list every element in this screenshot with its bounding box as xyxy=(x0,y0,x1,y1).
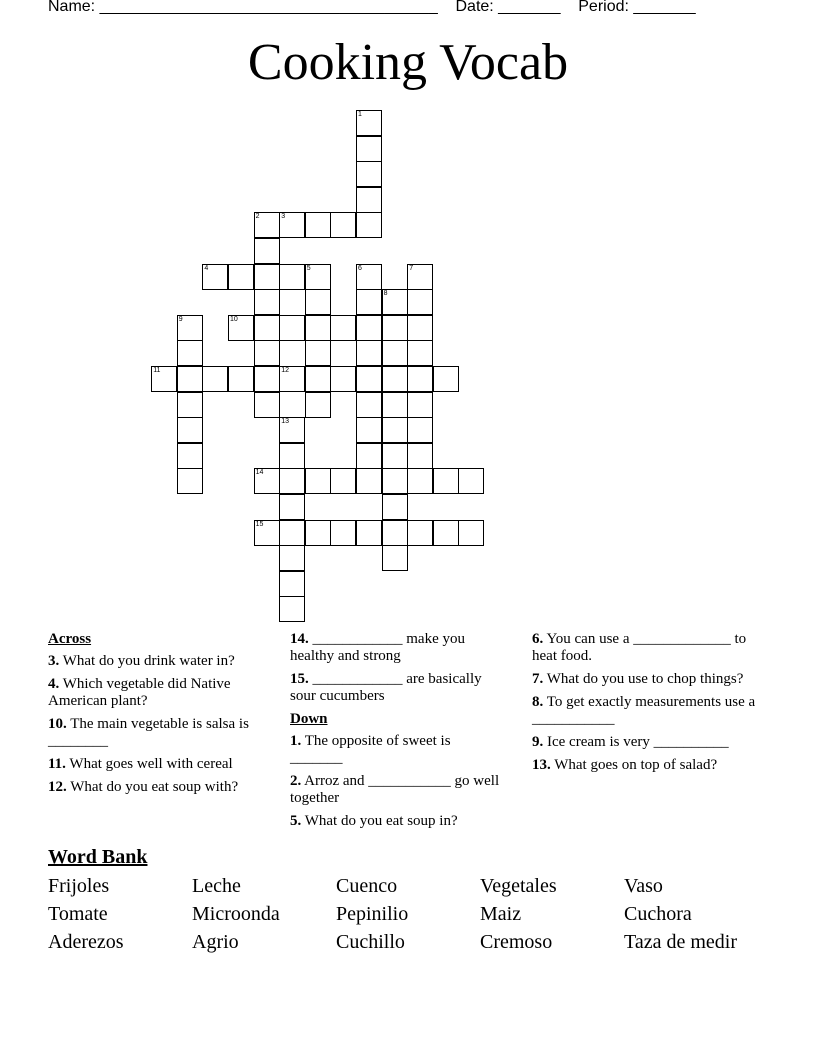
clues-column-3 xyxy=(532,631,757,780)
clue-number-label: 2 xyxy=(255,213,260,221)
crossword-cell[interactable] xyxy=(356,392,382,418)
crossword-cell[interactable] xyxy=(356,161,382,187)
clue-number-label: 11 xyxy=(153,367,161,374)
crossword-cell[interactable] xyxy=(382,520,408,546)
crossword-cell[interactable] xyxy=(279,571,305,597)
crossword-cell[interactable] xyxy=(305,315,331,341)
crossword-cell[interactable] xyxy=(254,289,280,315)
down-heading: Down xyxy=(290,711,328,727)
word-bank-item: Vaso xyxy=(624,875,663,897)
word-bank-item: Cuchillo xyxy=(336,931,405,953)
clue-number: 3. xyxy=(48,653,60,669)
clue-down-9 xyxy=(532,734,757,751)
crossword-cell[interactable] xyxy=(254,366,280,392)
crossword-cell[interactable] xyxy=(254,392,280,418)
clue-number: 1. xyxy=(290,733,302,749)
word-bank-item: Cuenco xyxy=(336,875,398,897)
word-bank-item: Tomate xyxy=(48,903,108,925)
clue-number: 2. xyxy=(290,773,302,789)
clue-number-label: 1 xyxy=(358,111,362,118)
crossword-cell[interactable] xyxy=(177,340,203,366)
crossword-cell[interactable] xyxy=(382,443,408,469)
crossword-cell[interactable] xyxy=(356,340,382,366)
crossword-cell[interactable] xyxy=(177,468,203,494)
crossword-cell[interactable] xyxy=(356,110,382,136)
clue-number-label: 14 xyxy=(255,469,264,477)
clue-across-3 xyxy=(48,653,268,670)
word-bank-item: Frijoles xyxy=(48,875,110,897)
clue-text: ____________ are basically sour cucumbers xyxy=(290,671,482,704)
crossword-cell[interactable] xyxy=(279,494,305,520)
crossword-cell[interactable] xyxy=(356,264,382,290)
clue-number-label: 4 xyxy=(204,264,209,272)
crossword-cell[interactable] xyxy=(407,340,433,366)
clue-number-label: 6 xyxy=(358,264,362,272)
clue-text: The main vegetable is salsa is ________ xyxy=(48,716,249,749)
crossword-cell[interactable] xyxy=(382,289,408,315)
clue-text: What do you eat soup in? xyxy=(301,813,458,829)
clue-down-6 xyxy=(532,631,757,665)
clue-down-5 xyxy=(290,813,505,830)
crossword-cell[interactable] xyxy=(305,340,331,366)
clue-text: Which vegetable did Native American plant? xyxy=(48,676,231,709)
crossword-cell[interactable] xyxy=(356,212,382,238)
clue-across-12 xyxy=(48,779,268,796)
clue-text: What do you use to chop things? xyxy=(543,671,744,687)
crossword-cell[interactable] xyxy=(382,417,408,443)
crossword-cell[interactable] xyxy=(356,443,382,469)
clue-number: 9. xyxy=(532,734,544,750)
crossword-cell[interactable] xyxy=(228,366,254,392)
crossword-cell[interactable] xyxy=(407,417,433,443)
clue-number: 14. xyxy=(290,631,309,647)
clue-across-15 xyxy=(290,671,505,705)
word-bank-item: Agrio xyxy=(192,931,239,953)
clue-across-11 xyxy=(48,756,268,773)
crossword-cell[interactable] xyxy=(254,238,280,264)
crossword-cell[interactable] xyxy=(305,468,331,494)
crossword-cell[interactable] xyxy=(279,468,305,494)
clues-column-2 xyxy=(290,631,505,836)
crossword-cell[interactable] xyxy=(356,136,382,162)
clue-down-1 xyxy=(290,733,505,767)
crossword-cell[interactable] xyxy=(382,468,408,494)
crossword-cell[interactable] xyxy=(279,315,305,341)
crossword-cell[interactable] xyxy=(382,315,408,341)
crossword-cell[interactable] xyxy=(433,468,459,494)
word-bank-item: Pepinilio xyxy=(336,903,409,925)
clue-down-7 xyxy=(532,671,757,688)
clue-number: 8. xyxy=(532,694,544,710)
word-bank-item: Maiz xyxy=(480,903,522,925)
clue-number-label: 12 xyxy=(281,367,289,374)
crossword-cell[interactable] xyxy=(356,366,382,392)
clue-number-label: 15 xyxy=(255,520,264,528)
crossword-cell[interactable] xyxy=(407,264,433,290)
crossword-cell[interactable] xyxy=(177,315,203,341)
crossword-cell[interactable] xyxy=(356,289,382,315)
clue-text: What do you eat soup with? xyxy=(66,779,239,795)
crossword-cell[interactable] xyxy=(407,392,433,418)
crossword-cell[interactable] xyxy=(279,596,305,622)
clue-number-label: 8 xyxy=(383,290,388,298)
clue-number: 10. xyxy=(48,716,67,732)
crossword-cell[interactable] xyxy=(407,289,433,315)
crossword-cell[interactable] xyxy=(254,468,280,494)
clue-number: 11. xyxy=(48,756,66,772)
word-bank-item: Microonda xyxy=(192,903,280,925)
clue-text: The opposite of sweet is _______ xyxy=(290,733,451,766)
crossword-cell[interactable] xyxy=(254,212,280,238)
crossword-cell[interactable] xyxy=(279,264,305,290)
clue-number: 15. xyxy=(290,671,309,687)
crossword-cell[interactable] xyxy=(356,187,382,213)
crossword-cell[interactable] xyxy=(458,468,484,494)
crossword-cell[interactable] xyxy=(356,315,382,341)
crossword-cell[interactable] xyxy=(407,520,433,546)
crossword-cell[interactable] xyxy=(305,289,331,315)
crossword-cell[interactable] xyxy=(407,468,433,494)
crossword-cell[interactable] xyxy=(177,417,203,443)
clue-text: You can use a _____________ to heat food. xyxy=(532,631,747,664)
crossword-cell[interactable] xyxy=(305,212,331,238)
clues-column-1 xyxy=(48,631,268,802)
clue-number: 6. xyxy=(532,631,544,647)
student-info-line: Name: ______________________________________ Date: _______ Period: _______ xyxy=(48,0,696,15)
word-bank-item: Vegetales xyxy=(480,875,557,897)
crossword-cell[interactable] xyxy=(305,264,331,290)
word-bank-item: Taza de medir xyxy=(624,931,737,953)
crossword-cell[interactable] xyxy=(305,520,331,546)
clue-number: 12. xyxy=(48,779,67,795)
word-bank-item: Aderezos xyxy=(48,931,124,953)
crossword-cell[interactable] xyxy=(382,366,408,392)
crossword-cell[interactable] xyxy=(177,366,203,392)
crossword-cell[interactable] xyxy=(356,417,382,443)
across-heading: Across xyxy=(48,631,92,647)
crossword-cell[interactable] xyxy=(407,443,433,469)
crossword-cell[interactable] xyxy=(151,366,177,392)
crossword-cell[interactable] xyxy=(177,392,203,418)
word-bank-item: Leche xyxy=(192,875,241,897)
crossword-cell[interactable] xyxy=(356,468,382,494)
clue-text: Arroz and ___________ go well together xyxy=(290,773,500,806)
crossword-cell[interactable] xyxy=(407,315,433,341)
clue-number: 5. xyxy=(290,813,302,829)
clue-number-label: 5 xyxy=(306,264,311,272)
crossword-cell[interactable] xyxy=(382,494,408,520)
word-bank xyxy=(48,874,768,954)
crossword-cell[interactable] xyxy=(202,366,228,392)
word-bank-item: Cremoso xyxy=(480,931,553,953)
clue-down-8 xyxy=(532,694,757,728)
crossword-cell[interactable] xyxy=(228,315,254,341)
crossword-cell[interactable] xyxy=(330,366,356,392)
crossword-cell[interactable] xyxy=(382,545,408,571)
crossword-cell[interactable] xyxy=(356,520,382,546)
crossword-cell[interactable] xyxy=(330,520,356,546)
crossword-cell[interactable] xyxy=(279,212,305,238)
clue-across-14 xyxy=(290,631,505,665)
clue-down-13 xyxy=(532,757,757,774)
clue-text: ____________ make you healthy and strong xyxy=(290,631,465,664)
word-bank-item: Cuchora xyxy=(624,903,692,925)
crossword-cell[interactable] xyxy=(177,443,203,469)
crossword-cell[interactable] xyxy=(382,392,408,418)
crossword-cell[interactable] xyxy=(305,392,331,418)
crossword-cell[interactable] xyxy=(279,443,305,469)
clue-across-10 xyxy=(48,716,268,750)
clue-number-label: 7 xyxy=(409,264,414,272)
crossword-cell[interactable] xyxy=(330,315,356,341)
crossword-cell[interactable] xyxy=(279,366,305,392)
crossword-cell[interactable] xyxy=(433,366,459,392)
clue-number-label: 9 xyxy=(178,315,183,323)
crossword-cell[interactable] xyxy=(407,366,433,392)
clue-number: 13. xyxy=(532,757,551,773)
crossword-cell[interactable] xyxy=(279,520,305,546)
clue-text: What goes on top of salad? xyxy=(550,757,718,773)
crossword-cell[interactable] xyxy=(279,545,305,571)
clue-across-4 xyxy=(48,676,268,710)
clue-number-label: 13 xyxy=(281,418,289,426)
crossword-cell[interactable] xyxy=(254,264,280,290)
crossword-cell[interactable] xyxy=(433,520,459,546)
clue-number: 7. xyxy=(532,671,544,687)
clue-number-label: 3 xyxy=(281,213,286,221)
crossword-cell[interactable] xyxy=(254,340,280,366)
clue-number-label: 10 xyxy=(230,315,238,323)
clue-text: What do you drink water in? xyxy=(59,653,235,669)
clue-text: What goes well with cereal xyxy=(65,756,233,772)
crossword-cell[interactable] xyxy=(254,520,280,546)
crossword-cell[interactable] xyxy=(202,264,228,290)
crossword-cell[interactable] xyxy=(254,315,280,341)
clue-text: To get exactly measurements use a ___________ xyxy=(532,694,756,727)
word-bank-title: Word Bank xyxy=(48,846,148,868)
crossword-cell[interactable] xyxy=(382,340,408,366)
crossword-cell[interactable] xyxy=(279,417,305,443)
crossword-cell[interactable] xyxy=(228,264,254,290)
clue-text: Ice cream is very __________ xyxy=(543,734,729,750)
crossword-cell[interactable] xyxy=(458,520,484,546)
crossword-cell[interactable] xyxy=(330,212,356,238)
page-title: Cooking Vocab xyxy=(247,34,569,91)
crossword-cell[interactable] xyxy=(330,468,356,494)
clue-down-2 xyxy=(290,773,505,807)
crossword-cell[interactable] xyxy=(305,366,331,392)
clue-number: 4. xyxy=(48,676,60,692)
